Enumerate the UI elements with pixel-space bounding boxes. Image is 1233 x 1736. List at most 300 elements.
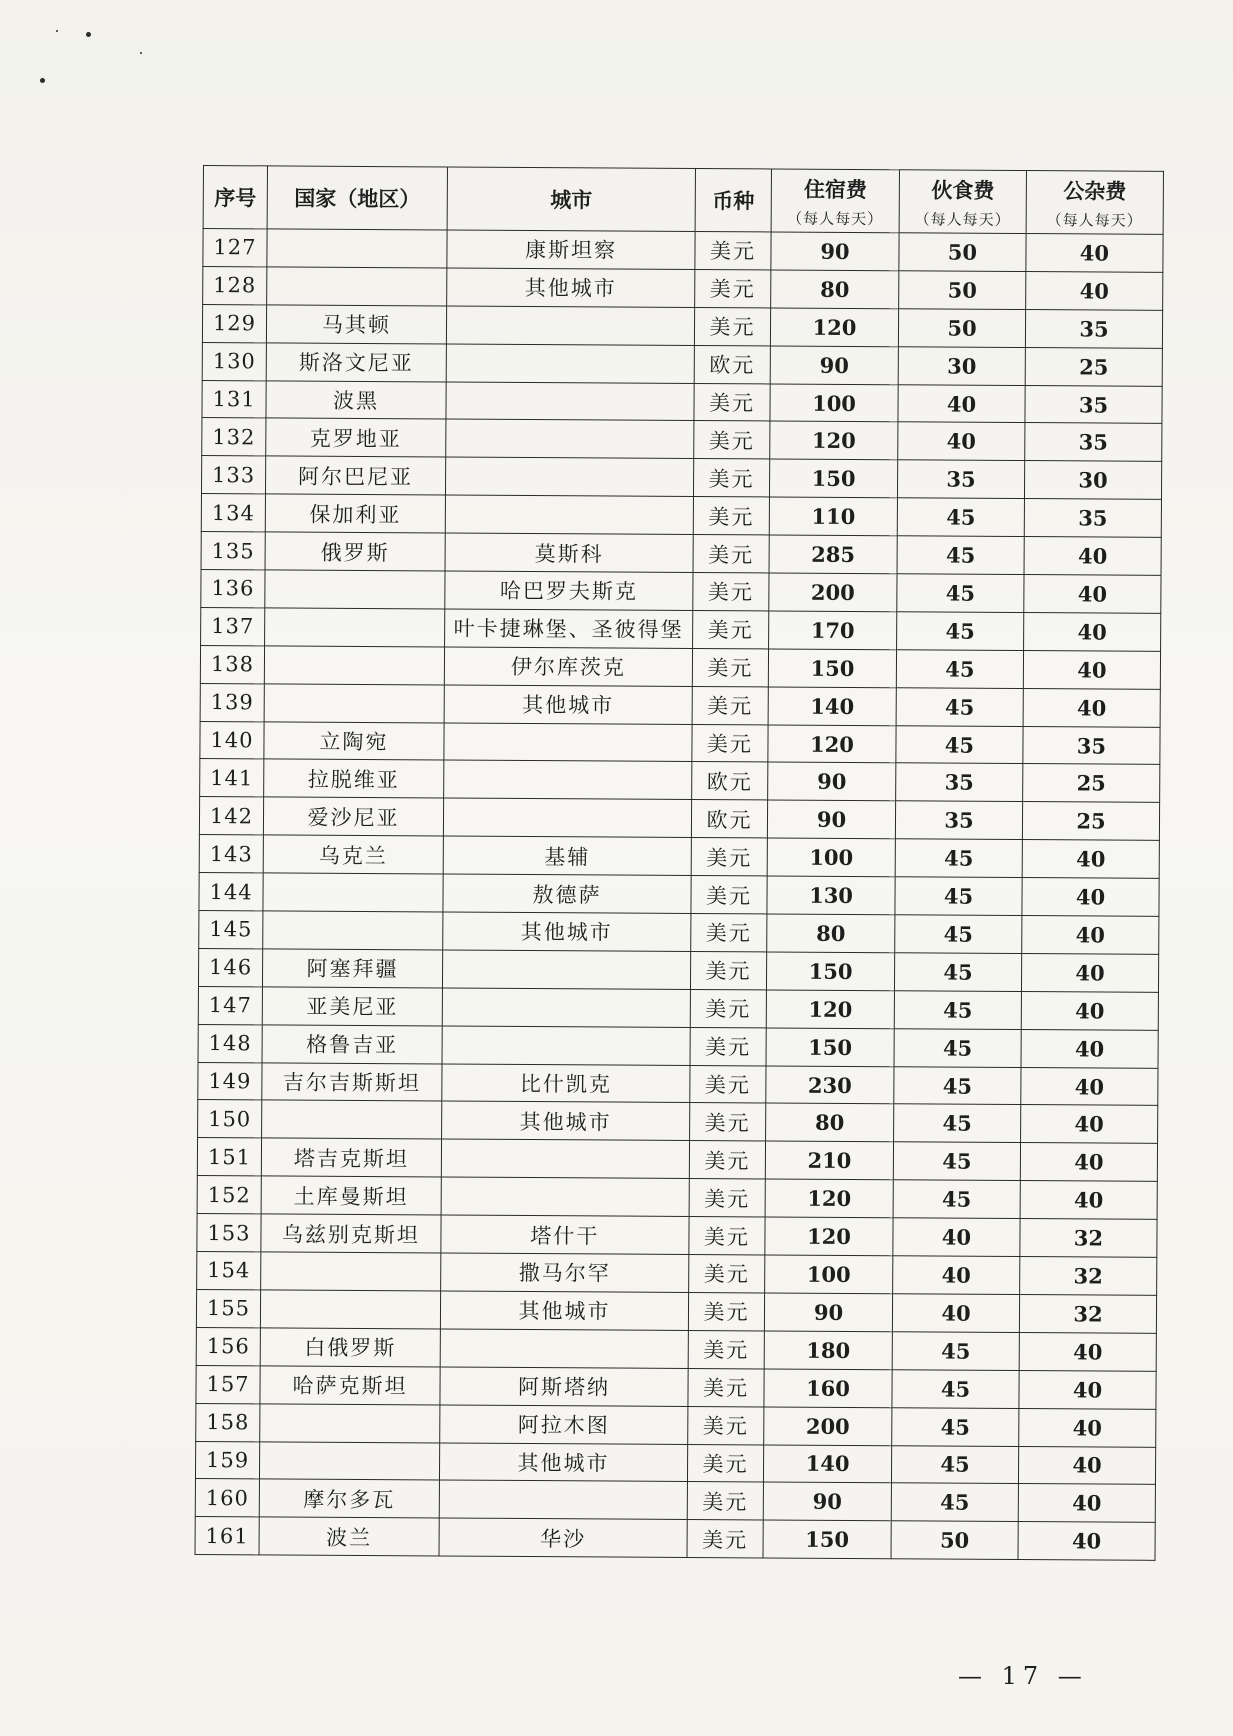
header-misc-sub: （每人每天） bbox=[1046, 210, 1143, 230]
table-row bbox=[199, 911, 1159, 955]
row-lodging: 180 bbox=[764, 1331, 892, 1370]
row-number: 158 bbox=[196, 1403, 260, 1441]
row-misc: 40 bbox=[1026, 271, 1163, 310]
row-country: 克罗地亚 bbox=[266, 418, 446, 457]
row-country: 亚美尼亚 bbox=[262, 987, 442, 1026]
row-meal: 45 bbox=[893, 1180, 1020, 1219]
row-country: 拉脱维亚 bbox=[264, 759, 444, 798]
row-lodging: 120 bbox=[765, 1179, 893, 1218]
row-number: 131 bbox=[202, 380, 266, 418]
row-lodging: 140 bbox=[768, 687, 896, 726]
row-currency: 欧元 bbox=[694, 345, 770, 383]
row-country bbox=[263, 873, 443, 912]
row-meal: 50 bbox=[898, 309, 1025, 348]
row-country bbox=[262, 1100, 442, 1139]
row-currency: 美元 bbox=[690, 1103, 766, 1141]
table-row bbox=[198, 986, 1158, 1030]
row-country bbox=[260, 1290, 440, 1329]
row-number: 152 bbox=[197, 1176, 261, 1214]
row-misc: 40 bbox=[1018, 1446, 1155, 1485]
row-meal: 45 bbox=[892, 1407, 1019, 1446]
row-number: 139 bbox=[200, 683, 264, 721]
row-country bbox=[267, 267, 447, 306]
row-currency: 美元 bbox=[694, 383, 770, 421]
table-row bbox=[201, 570, 1161, 614]
row-meal: 45 bbox=[897, 612, 1024, 651]
row-meal: 45 bbox=[896, 725, 1023, 764]
row-lodging: 170 bbox=[769, 611, 897, 650]
row-meal: 45 bbox=[897, 536, 1024, 575]
row-misc: 25 bbox=[1023, 764, 1160, 803]
table-row bbox=[203, 229, 1163, 273]
scan-speck bbox=[40, 78, 45, 83]
row-misc: 35 bbox=[1025, 385, 1162, 424]
row-country: 波黑 bbox=[266, 380, 446, 419]
row-meal: 40 bbox=[898, 422, 1025, 461]
table-row bbox=[200, 721, 1160, 765]
row-number: 134 bbox=[201, 494, 265, 532]
row-country: 白俄罗斯 bbox=[260, 1328, 440, 1367]
row-country bbox=[260, 1403, 440, 1442]
row-lodging: 150 bbox=[766, 952, 894, 991]
row-lodging: 80 bbox=[766, 1103, 894, 1142]
row-misc: 32 bbox=[1019, 1294, 1156, 1333]
header-misc-label: 公杂费 bbox=[1063, 177, 1127, 204]
table-row bbox=[199, 797, 1159, 841]
row-city: 其他城市 bbox=[442, 1101, 690, 1140]
row-currency: 美元 bbox=[689, 1179, 765, 1217]
row-lodging: 200 bbox=[769, 573, 897, 612]
row-country bbox=[263, 911, 443, 950]
row-lodging: 150 bbox=[766, 1028, 894, 1067]
row-city: 阿斯塔纳 bbox=[440, 1367, 688, 1406]
row-meal: 45 bbox=[892, 1369, 1019, 1408]
table-row bbox=[203, 266, 1163, 310]
row-currency: 美元 bbox=[689, 1141, 765, 1179]
row-misc: 40 bbox=[1024, 612, 1161, 651]
row-number: 146 bbox=[198, 948, 262, 986]
table-row bbox=[200, 683, 1160, 727]
row-meal: 45 bbox=[894, 1066, 1021, 1105]
row-meal: 45 bbox=[891, 1483, 1018, 1522]
row-currency: 美元 bbox=[687, 1444, 763, 1482]
row-country: 立陶宛 bbox=[264, 721, 444, 760]
row-meal: 35 bbox=[896, 763, 1023, 802]
row-meal: 35 bbox=[895, 801, 1022, 840]
row-number: 154 bbox=[197, 1252, 261, 1290]
row-misc: 30 bbox=[1024, 461, 1161, 500]
row-country: 保加利亚 bbox=[265, 494, 445, 533]
row-country bbox=[259, 1441, 439, 1480]
row-currency: 美元 bbox=[692, 724, 768, 762]
row-misc: 40 bbox=[1022, 840, 1159, 879]
row-country: 摩尔多瓦 bbox=[259, 1479, 439, 1518]
table-row bbox=[202, 380, 1162, 424]
row-city: 基辅 bbox=[443, 836, 691, 875]
row-city: 哈巴罗夫斯克 bbox=[445, 571, 693, 610]
row-misc: 40 bbox=[1021, 991, 1158, 1030]
row-city bbox=[444, 760, 692, 799]
row-country: 马其顿 bbox=[266, 305, 446, 344]
row-currency: 美元 bbox=[694, 421, 770, 459]
row-misc: 40 bbox=[1024, 537, 1161, 576]
row-lodging: 90 bbox=[767, 800, 895, 839]
row-country: 格鲁吉亚 bbox=[262, 1025, 442, 1064]
row-country: 乌克兰 bbox=[263, 835, 443, 874]
row-lodging: 160 bbox=[764, 1369, 892, 1408]
row-meal: 50 bbox=[899, 271, 1026, 310]
row-lodging: 120 bbox=[768, 725, 896, 764]
row-city bbox=[446, 419, 694, 458]
row-country bbox=[264, 684, 444, 723]
row-city bbox=[445, 495, 693, 534]
table-row bbox=[202, 304, 1162, 348]
row-currency: 美元 bbox=[693, 610, 769, 648]
row-misc: 32 bbox=[1020, 1257, 1157, 1296]
row-meal: 45 bbox=[893, 1142, 1020, 1181]
row-number: 156 bbox=[196, 1327, 260, 1365]
row-city bbox=[443, 798, 691, 837]
row-lodging: 120 bbox=[765, 1217, 893, 1256]
row-city: 塔什干 bbox=[441, 1215, 689, 1254]
row-city: 叶卡捷琳堡、圣彼得堡 bbox=[445, 609, 693, 648]
row-country bbox=[265, 608, 445, 647]
row-number: 148 bbox=[198, 1024, 262, 1062]
row-currency: 美元 bbox=[693, 459, 769, 497]
table-header-row bbox=[203, 166, 1163, 235]
row-country: 爱沙尼亚 bbox=[263, 797, 443, 836]
table-row bbox=[202, 342, 1162, 386]
row-lodging: 120 bbox=[766, 990, 894, 1029]
row-meal: 50 bbox=[899, 233, 1026, 272]
row-lodging: 120 bbox=[770, 421, 898, 460]
row-city bbox=[446, 382, 694, 421]
row-city: 比什凯克 bbox=[442, 1064, 690, 1103]
row-meal: 40 bbox=[898, 384, 1025, 423]
row-misc: 35 bbox=[1024, 499, 1161, 538]
row-country: 阿尔巴尼亚 bbox=[265, 456, 445, 495]
row-city: 阿拉木图 bbox=[440, 1405, 688, 1444]
row-currency: 美元 bbox=[692, 648, 768, 686]
row-country: 波兰 bbox=[259, 1517, 439, 1556]
row-number: 151 bbox=[197, 1138, 261, 1176]
row-city bbox=[442, 950, 690, 989]
row-lodging: 200 bbox=[764, 1407, 892, 1446]
row-city bbox=[446, 344, 694, 383]
row-currency: 美元 bbox=[691, 876, 767, 914]
scan-speck bbox=[86, 32, 91, 37]
row-lodging: 90 bbox=[764, 1293, 892, 1332]
row-city bbox=[446, 306, 694, 345]
row-misc: 40 bbox=[1020, 1143, 1157, 1182]
header-lodging-label: 住宿费 bbox=[803, 176, 867, 202]
row-city: 伊尔库茨克 bbox=[444, 647, 692, 686]
row-meal: 50 bbox=[891, 1521, 1018, 1560]
row-number: 128 bbox=[203, 266, 267, 304]
row-meal: 45 bbox=[895, 877, 1022, 916]
row-meal: 45 bbox=[894, 991, 1021, 1030]
row-misc: 40 bbox=[1023, 650, 1160, 689]
row-misc: 40 bbox=[1019, 1332, 1156, 1371]
row-misc: 40 bbox=[1021, 1105, 1158, 1144]
row-currency: 美元 bbox=[693, 573, 769, 611]
row-country: 塔吉克斯坦 bbox=[261, 1138, 441, 1177]
row-currency: 欧元 bbox=[692, 762, 768, 800]
row-currency: 美元 bbox=[688, 1368, 764, 1406]
row-misc: 40 bbox=[1022, 878, 1159, 917]
row-currency: 美元 bbox=[693, 535, 769, 573]
row-meal: 45 bbox=[897, 574, 1024, 613]
table-row bbox=[197, 1138, 1157, 1182]
row-lodging: 90 bbox=[771, 232, 899, 271]
row-misc: 40 bbox=[1022, 916, 1159, 955]
row-lodging: 150 bbox=[769, 459, 897, 498]
row-meal: 35 bbox=[897, 460, 1024, 499]
row-misc: 25 bbox=[1025, 347, 1162, 386]
row-city: 华沙 bbox=[439, 1518, 687, 1557]
row-lodging: 90 bbox=[770, 346, 898, 385]
row-number: 133 bbox=[201, 456, 265, 494]
row-country: 阿塞拜疆 bbox=[262, 949, 442, 988]
header-seq: 序号 bbox=[203, 166, 267, 229]
row-country: 斯洛文尼亚 bbox=[266, 343, 446, 382]
row-currency: 美元 bbox=[695, 232, 771, 270]
row-number: 129 bbox=[202, 304, 266, 342]
table-row bbox=[195, 1479, 1155, 1523]
table-row bbox=[200, 759, 1160, 803]
row-country bbox=[264, 646, 444, 685]
table-row bbox=[201, 456, 1161, 500]
row-currency: 美元 bbox=[690, 1027, 766, 1065]
row-meal: 45 bbox=[897, 498, 1024, 537]
scan-speck bbox=[140, 52, 142, 54]
row-meal: 40 bbox=[893, 1218, 1020, 1257]
row-city: 莫斯科 bbox=[445, 533, 693, 572]
row-number: 138 bbox=[200, 645, 264, 683]
row-number: 127 bbox=[203, 229, 267, 267]
header-misc bbox=[1026, 171, 1163, 235]
row-currency: 美元 bbox=[690, 989, 766, 1027]
row-country bbox=[267, 229, 447, 268]
row-meal: 45 bbox=[894, 953, 1021, 992]
row-city: 其他城市 bbox=[439, 1442, 687, 1481]
row-currency: 欧元 bbox=[691, 800, 767, 838]
row-misc: 35 bbox=[1025, 309, 1162, 348]
row-lodging: 100 bbox=[765, 1255, 893, 1294]
row-number: 153 bbox=[197, 1214, 261, 1252]
header-meal-label: 伙食费 bbox=[931, 176, 995, 203]
row-currency: 美元 bbox=[687, 1520, 763, 1558]
row-currency: 美元 bbox=[689, 1255, 765, 1293]
row-number: 141 bbox=[200, 759, 264, 797]
row-meal: 45 bbox=[894, 1028, 1021, 1067]
row-meal: 45 bbox=[891, 1445, 1018, 1484]
row-lodging: 90 bbox=[768, 762, 896, 801]
row-currency: 美元 bbox=[693, 497, 769, 535]
row-number: 159 bbox=[195, 1441, 259, 1479]
page-number: — 17 — bbox=[958, 1662, 1088, 1690]
row-misc: 40 bbox=[1019, 1408, 1156, 1447]
header-country: 国家（地区） bbox=[267, 166, 447, 230]
row-country: 俄罗斯 bbox=[265, 532, 445, 571]
row-misc: 40 bbox=[1019, 1370, 1156, 1409]
row-city bbox=[442, 988, 690, 1027]
row-meal: 45 bbox=[894, 1104, 1021, 1143]
table-row bbox=[198, 1024, 1158, 1068]
row-currency: 美元 bbox=[688, 1292, 764, 1330]
row-currency: 美元 bbox=[689, 1217, 765, 1255]
row-number: 136 bbox=[201, 570, 265, 608]
table-row bbox=[199, 835, 1159, 879]
header-meal-sub: （每人每天） bbox=[914, 209, 1011, 229]
table-row bbox=[202, 418, 1162, 462]
row-meal: 40 bbox=[893, 1256, 1020, 1295]
table-row bbox=[199, 873, 1159, 917]
row-meal: 40 bbox=[892, 1294, 1019, 1333]
table-row bbox=[196, 1365, 1156, 1409]
scan-speck bbox=[56, 30, 58, 32]
table-row bbox=[201, 532, 1161, 576]
row-country: 吉尔吉斯斯坦 bbox=[262, 1062, 442, 1101]
row-currency: 美元 bbox=[688, 1406, 764, 1444]
row-misc: 40 bbox=[1023, 688, 1160, 727]
row-currency: 美元 bbox=[691, 838, 767, 876]
row-lodging: 285 bbox=[769, 535, 897, 574]
row-number: 132 bbox=[202, 418, 266, 456]
row-lodging: 230 bbox=[766, 1066, 894, 1105]
table-row bbox=[197, 1214, 1157, 1258]
row-number: 157 bbox=[196, 1365, 260, 1403]
row-lodging: 210 bbox=[765, 1141, 893, 1180]
row-number: 155 bbox=[196, 1289, 260, 1327]
row-meal: 45 bbox=[895, 915, 1022, 954]
table-row bbox=[196, 1403, 1156, 1447]
row-lodging: 80 bbox=[771, 270, 899, 309]
row-number: 144 bbox=[199, 873, 263, 911]
row-city: 其他城市 bbox=[440, 1291, 688, 1330]
row-country: 土库曼斯坦 bbox=[261, 1176, 441, 1215]
row-misc: 40 bbox=[1018, 1484, 1155, 1523]
row-lodging: 150 bbox=[763, 1520, 891, 1559]
row-city bbox=[445, 457, 693, 496]
table-row bbox=[201, 494, 1161, 538]
header-meal bbox=[899, 170, 1026, 234]
row-number: 140 bbox=[200, 721, 264, 759]
table-row bbox=[198, 948, 1158, 992]
row-lodging: 120 bbox=[770, 308, 898, 347]
row-currency: 美元 bbox=[695, 269, 771, 307]
row-lodging: 100 bbox=[767, 838, 895, 877]
row-city: 其他城市 bbox=[443, 912, 691, 951]
row-lodging: 130 bbox=[767, 876, 895, 915]
row-number: 137 bbox=[201, 607, 265, 645]
row-lodging: 140 bbox=[763, 1444, 891, 1483]
row-misc: 40 bbox=[1024, 575, 1161, 614]
row-misc: 25 bbox=[1022, 802, 1159, 841]
row-country: 乌兹别克斯坦 bbox=[261, 1214, 441, 1253]
row-city bbox=[442, 1026, 690, 1065]
table-row bbox=[196, 1289, 1156, 1333]
row-number: 150 bbox=[198, 1100, 262, 1138]
row-city: 康斯坦察 bbox=[447, 230, 695, 269]
row-meal: 30 bbox=[898, 346, 1025, 385]
row-lodging: 150 bbox=[768, 649, 896, 688]
row-meal: 45 bbox=[895, 839, 1022, 878]
row-meal: 45 bbox=[896, 687, 1023, 726]
row-city: 敖德萨 bbox=[443, 874, 691, 913]
row-currency: 美元 bbox=[694, 307, 770, 345]
row-currency: 美元 bbox=[687, 1482, 763, 1520]
header-lodging-sub: （每人每天） bbox=[787, 209, 884, 228]
row-city bbox=[441, 1139, 689, 1178]
row-lodging: 90 bbox=[763, 1482, 891, 1521]
header-currency: 币种 bbox=[695, 169, 771, 232]
row-misc: 40 bbox=[1020, 1181, 1157, 1220]
travel-fee-table bbox=[195, 165, 1164, 1561]
header-city: 城市 bbox=[447, 167, 695, 232]
table-row bbox=[196, 1327, 1156, 1371]
row-number: 130 bbox=[202, 342, 266, 380]
row-lodging: 80 bbox=[767, 914, 895, 953]
table-row bbox=[201, 607, 1161, 651]
row-misc: 40 bbox=[1021, 1029, 1158, 1068]
row-currency: 美元 bbox=[692, 686, 768, 724]
row-city bbox=[440, 1329, 688, 1368]
row-currency: 美元 bbox=[690, 1065, 766, 1103]
row-number: 161 bbox=[195, 1517, 259, 1555]
row-misc: 35 bbox=[1023, 726, 1160, 765]
row-misc: 40 bbox=[1021, 1067, 1158, 1106]
row-meal: 45 bbox=[892, 1332, 1019, 1371]
row-lodging: 110 bbox=[769, 497, 897, 536]
table-row bbox=[197, 1252, 1157, 1296]
table-body bbox=[195, 229, 1163, 1561]
row-misc: 40 bbox=[1026, 234, 1163, 273]
table-row bbox=[195, 1441, 1155, 1485]
row-misc: 32 bbox=[1020, 1219, 1157, 1258]
row-city bbox=[444, 723, 692, 762]
row-country: 哈萨克斯坦 bbox=[260, 1366, 440, 1405]
table-row bbox=[197, 1176, 1157, 1220]
row-currency: 美元 bbox=[690, 951, 766, 989]
row-number: 143 bbox=[199, 835, 263, 873]
header-lodging bbox=[771, 169, 899, 233]
row-misc: 40 bbox=[1018, 1522, 1155, 1561]
row-number: 147 bbox=[198, 986, 262, 1024]
row-country bbox=[261, 1252, 441, 1291]
row-number: 149 bbox=[198, 1062, 262, 1100]
row-currency: 美元 bbox=[691, 914, 767, 952]
row-city: 其他城市 bbox=[444, 685, 692, 724]
row-lodging: 100 bbox=[770, 384, 898, 423]
row-city: 撒马尔罕 bbox=[441, 1253, 689, 1292]
row-number: 135 bbox=[201, 532, 265, 570]
row-meal: 45 bbox=[896, 650, 1023, 689]
row-city bbox=[441, 1177, 689, 1216]
row-country bbox=[265, 570, 445, 609]
table-row bbox=[200, 645, 1160, 689]
row-number: 142 bbox=[199, 797, 263, 835]
row-city bbox=[439, 1480, 687, 1519]
row-misc: 40 bbox=[1021, 953, 1158, 992]
table-row bbox=[195, 1517, 1155, 1561]
row-currency: 美元 bbox=[688, 1330, 764, 1368]
row-number: 160 bbox=[195, 1479, 259, 1517]
table-row bbox=[198, 1062, 1158, 1106]
row-misc: 35 bbox=[1025, 423, 1162, 462]
table-row bbox=[198, 1100, 1158, 1144]
row-number: 145 bbox=[199, 911, 263, 949]
